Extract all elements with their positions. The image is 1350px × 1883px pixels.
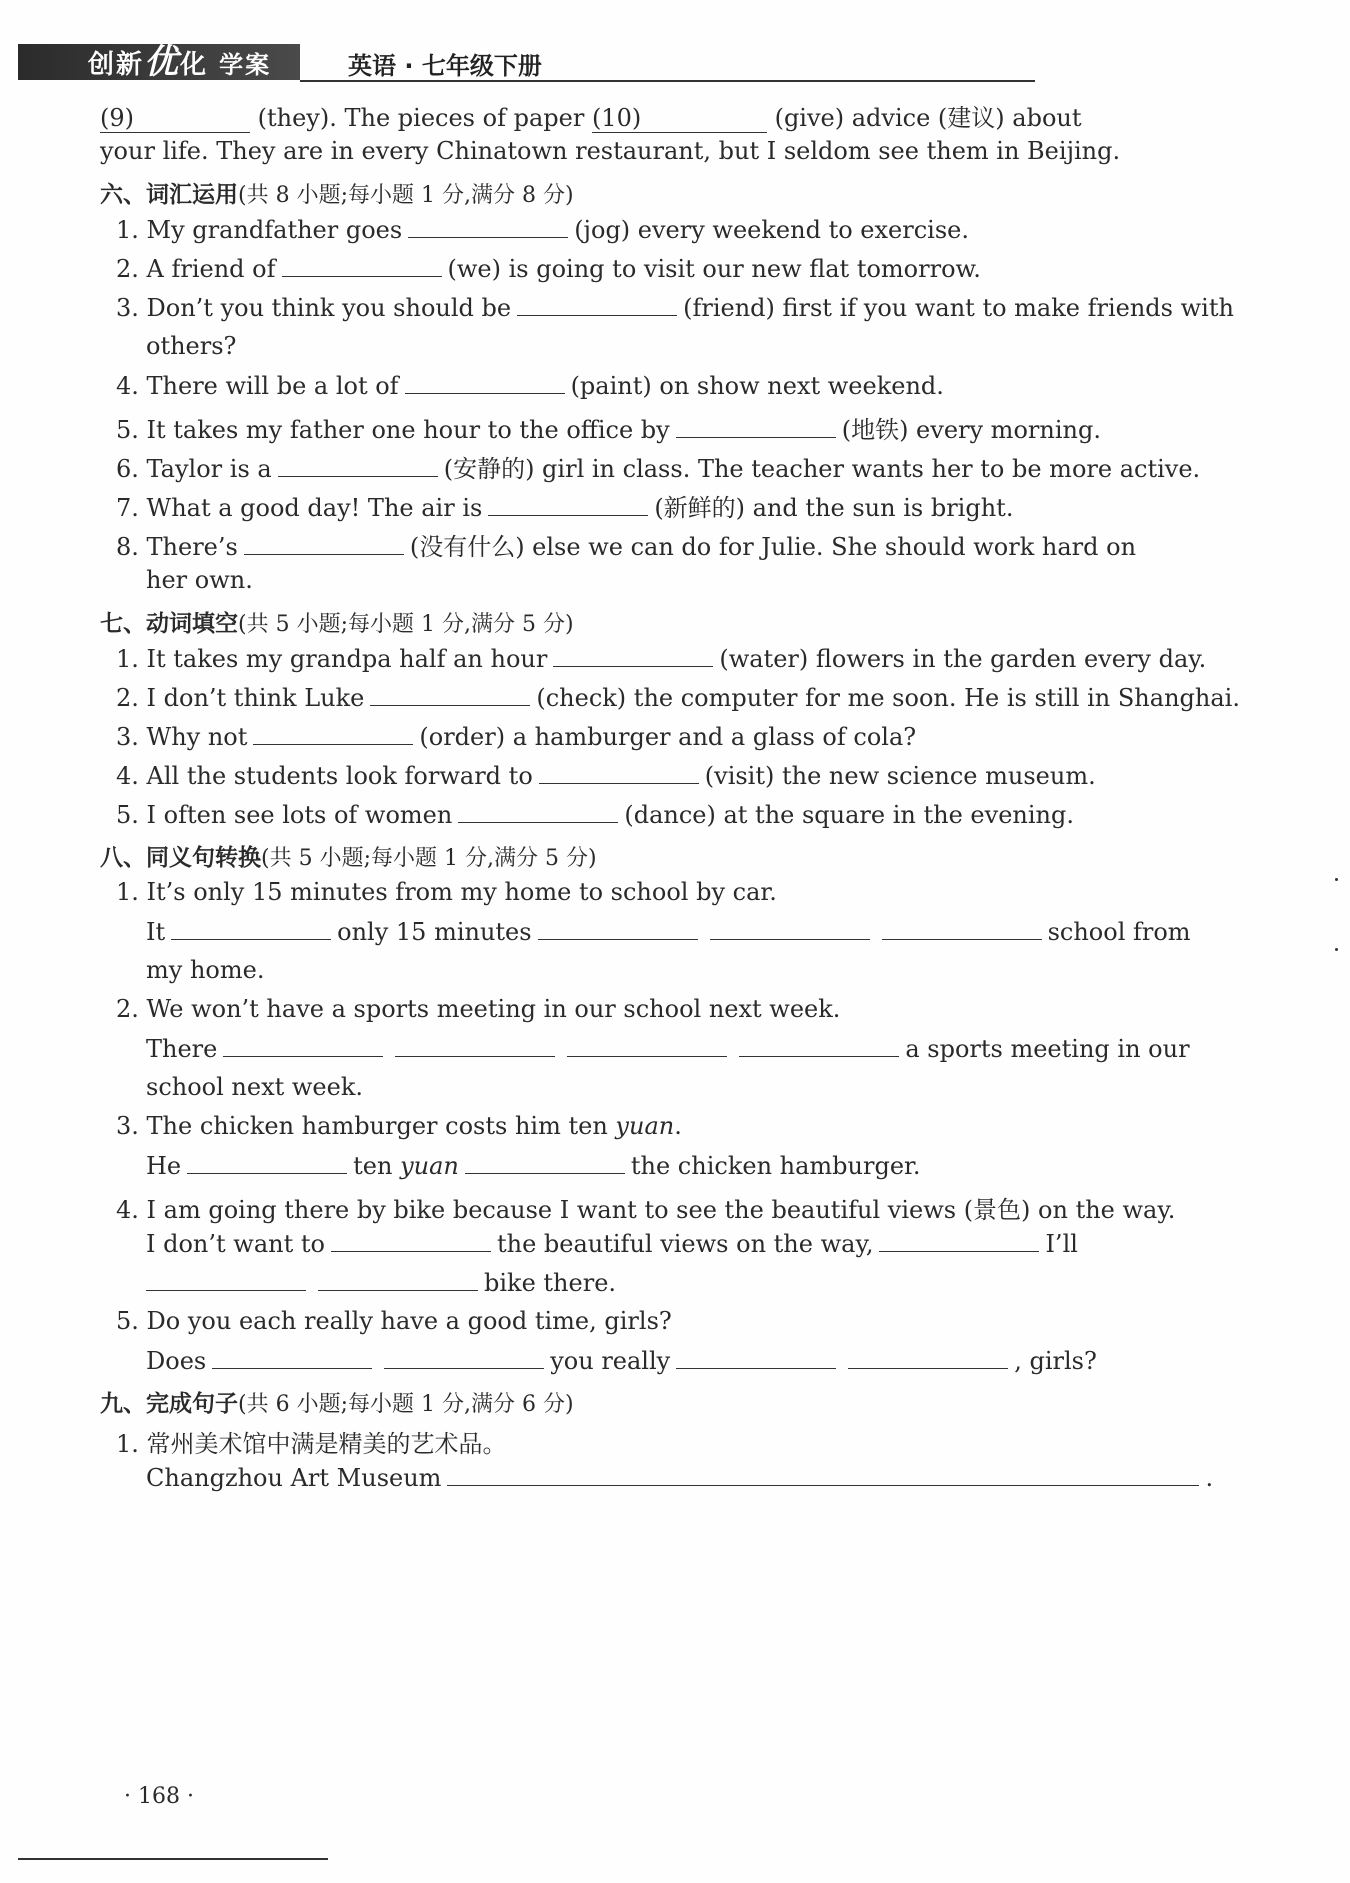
answer-blank[interactable] [539,761,699,784]
answer-blank[interactable] [465,1151,625,1174]
blank-9[interactable]: (9) [100,104,250,133]
passage-text: (they). The pieces of paper [257,104,585,132]
answer-blank[interactable] [223,1034,383,1057]
s7-q5: 5. I often see lots of women (dance) at the square in the evening. [116,801,1074,829]
s8-q1: 1. It’s only 15 minutes from my home to school by car. [116,878,777,906]
answer-blank[interactable] [488,493,648,516]
s6-q7: 7. What a good day! The air is (新鲜的) and the sun is bright. [116,494,1014,522]
passage-line-1 [100,98,1082,133]
answer-blank[interactable] [408,215,568,238]
answer-blank[interactable] [447,1463,1199,1486]
answer-blank[interactable] [676,1346,836,1369]
answer-blank[interactable] [676,415,836,438]
margin-dot [1335,948,1338,951]
s8-q1-rewrite: It only 15 minutes school from [146,918,1191,946]
s8-q3-rewrite: He ten yuan the chicken hamburger. [146,1152,921,1180]
s8-q1-cont: my home. [146,956,265,984]
s7-q1: 1. It takes my grandpa half an hour (water) flowers in the garden every day. [116,645,1207,673]
blank-10[interactable]: (10) [592,104,767,133]
brand-banner [18,44,300,80]
answer-blank[interactable] [253,722,413,745]
subject-title: 英语 · 七年级下册 [348,52,542,80]
header-rule [300,80,1035,82]
answer-blank[interactable] [370,683,530,706]
passage-text: (give) advice (建议) about [774,104,1082,132]
s8-q2: 2. We won’t have a sports meeting in our school next week. [116,995,841,1023]
answer-blank[interactable] [331,1229,491,1252]
s6-q3-cont: others? [146,332,237,360]
brand-big: 优 [144,42,181,82]
s6-q1: 1. My grandfather goes (jog) every weekend to exercise. [116,216,969,244]
answer-blank[interactable] [458,800,618,823]
s7-q3: 3. Why not (order) a hamburger and a glass of cola? [116,723,917,751]
s6-q5: 5. It takes my father one hour to the office by (地铁) every morning. [116,416,1101,444]
s8-q2-cont: school next week. [146,1073,364,1101]
section-7-title: 七、动词填空(共 5 小题;每小题 1 分,满分 5 分) [100,611,574,637]
s7-q2: 2. I don’t think Luke (check) the computer for me soon. He is still in Shanghai. [116,684,1240,712]
s6-q6: 6. Taylor is a (安静的) girl in class. The teacher wants her to be more active. [116,455,1201,483]
answer-blank[interactable] [395,1034,555,1057]
answer-blank[interactable] [848,1346,1008,1369]
passage-line-2: your life. They are in every Chinatown restaurant, but I seldom see them in Beijing. [100,137,1121,165]
page-number: · 168 · [124,1784,194,1809]
answer-blank[interactable] [739,1034,899,1057]
answer-blank[interactable] [517,293,677,316]
answer-blank[interactable] [384,1346,544,1369]
s6-q2: 2. A friend of (we) is going to visit our new flat tomorrow. [116,255,981,283]
answer-blank[interactable] [146,1268,306,1291]
s8-q5-rewrite: Does you really , girls? [146,1347,1097,1375]
s8-q2-rewrite: There a sports meeting in our [146,1035,1190,1063]
answer-blank[interactable] [282,254,442,277]
answer-blank[interactable] [710,917,870,940]
answer-blank[interactable] [318,1268,478,1291]
page-header [18,44,1018,84]
s8-q5: 5. Do you each really have a good time, girls? [116,1307,672,1335]
brand-suffix: 学案 [219,51,272,79]
section-6-title: 六、词汇运用(共 8 小题;每小题 1 分,满分 8 分) [100,182,574,208]
answer-blank[interactable] [567,1034,727,1057]
s6-q3: 3. Don’t you think you should be (friend) first if you want to make friends with [116,294,1234,322]
answer-blank[interactable] [553,644,713,667]
section-9-title: 九、完成句子(共 6 小题;每小题 1 分,满分 6 分) [100,1391,574,1417]
s6-q4: 4. There will be a lot of (paint) on show next weekend. [116,372,944,400]
margin-dot [1335,878,1338,881]
answer-blank[interactable] [187,1151,347,1174]
s7-q4: 4. All the students look forward to (visit) the new science museum. [116,762,1096,790]
s6-q8: 8. There’s (没有什么) else we can do for Julie. She should work hard on [116,533,1137,561]
brand-mid: 化 [180,50,209,80]
s9-q1-rewrite: Changzhou Art Museum . [146,1464,1214,1492]
s8-q3: 3. The chicken hamburger costs him ten yuan. [116,1112,682,1140]
answer-blank[interactable] [538,917,698,940]
answer-blank[interactable] [879,1229,1039,1252]
footer-rule [18,1858,328,1860]
s8-q4-rewrite: I don’t want to the beautiful views on the way, I’ll [146,1230,1078,1258]
answer-blank[interactable] [212,1346,372,1369]
s8-q4-cont: bike there. [146,1268,616,1297]
s9-q1: 1. 常州美术馆中满是精美的艺术品。 [116,1430,507,1458]
brand-prefix: 创新 [88,50,145,80]
s6-q8-cont: her own. [146,566,253,594]
answer-blank[interactable] [171,917,331,940]
section-8-title: 八、同义句转换(共 5 小题;每小题 1 分,满分 5 分) [100,845,597,871]
s8-q4: 4. I am going there by bike because I want to see the beautiful views (景色) on the way. [116,1196,1176,1224]
answer-blank[interactable] [278,454,438,477]
answer-blank[interactable] [405,371,565,394]
answer-blank[interactable] [244,532,404,555]
answer-blank[interactable] [882,917,1042,940]
